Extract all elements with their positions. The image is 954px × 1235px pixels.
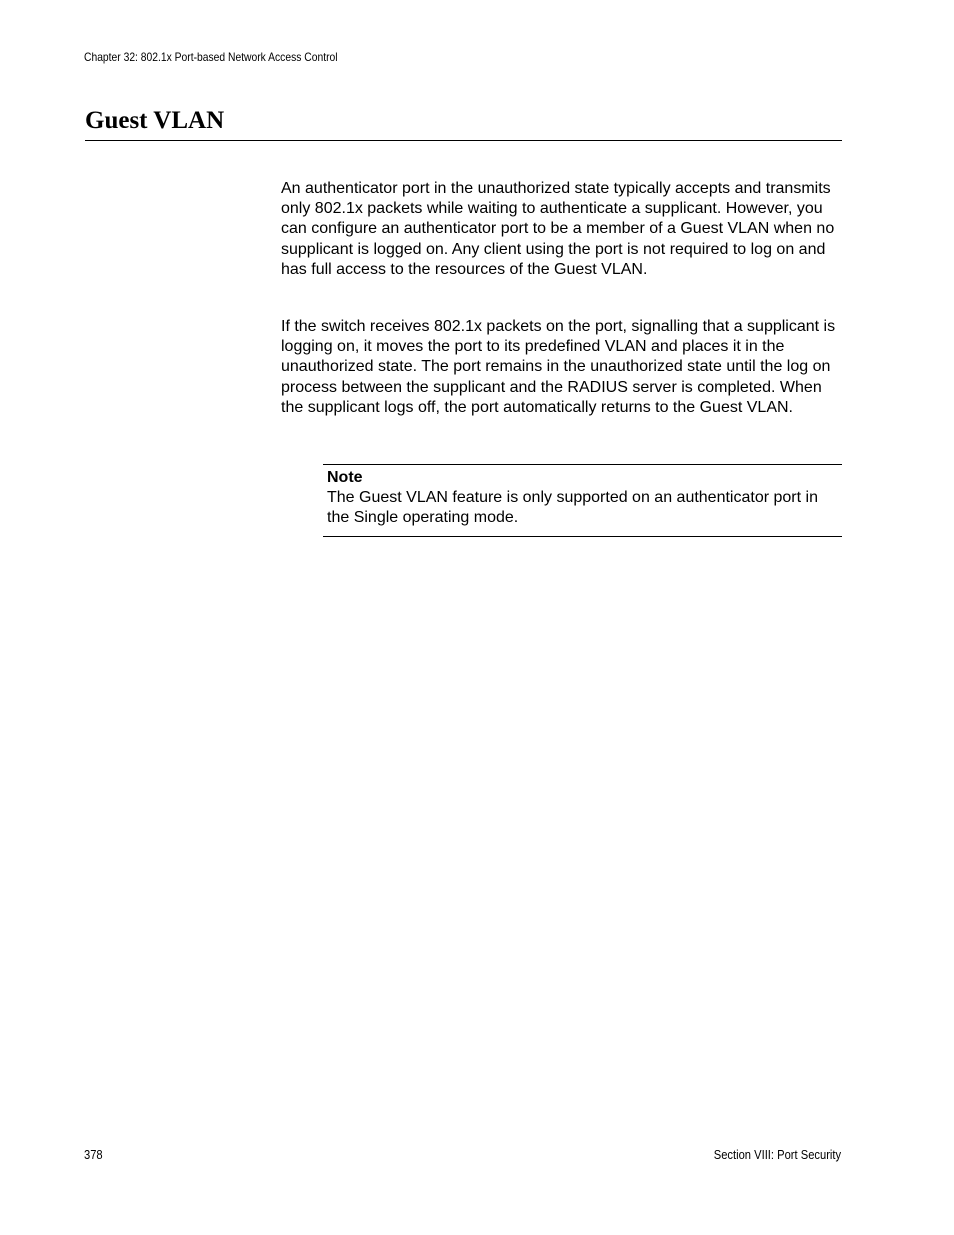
note-box	[323, 464, 842, 537]
running-header: Chapter 32: 802.1x Port-based Network Access Control	[84, 50, 338, 64]
note-label: Note	[327, 469, 363, 486]
body-paragraph-2: If the switch receives 802.1x packets on the port, signalling that a supplicant is logging on, it moves the port to its predefined VLAN and places it in the unauthorized state. The port remains in the unauthorized state until the log on process between the supplicant and the RADIUS server is completed. When the supplicant logs off, the port automatically returns to the Guest VLAN.	[281, 318, 836, 416]
body-paragraph-1: An authenticator port in the unauthorized state typically accepts and transmits only 802.1x packets while waiting to authenticate a supplicant. However, you can configure an authenticator port to be a member of a Guest VLAN when no supplicant is logged on. Any client using the port is not required to log on and has full access to the resources of the Guest VLAN.	[281, 180, 835, 278]
note-text: The Guest VLAN feature is only supported on an authenticator port in the Single operating mode.	[327, 489, 818, 527]
footer-section-name: Section VIII: Port Security	[713, 1147, 841, 1162]
section-title: Guest VLAN	[85, 107, 225, 134]
page-number: 378	[84, 1147, 103, 1162]
title-rule	[85, 140, 842, 141]
